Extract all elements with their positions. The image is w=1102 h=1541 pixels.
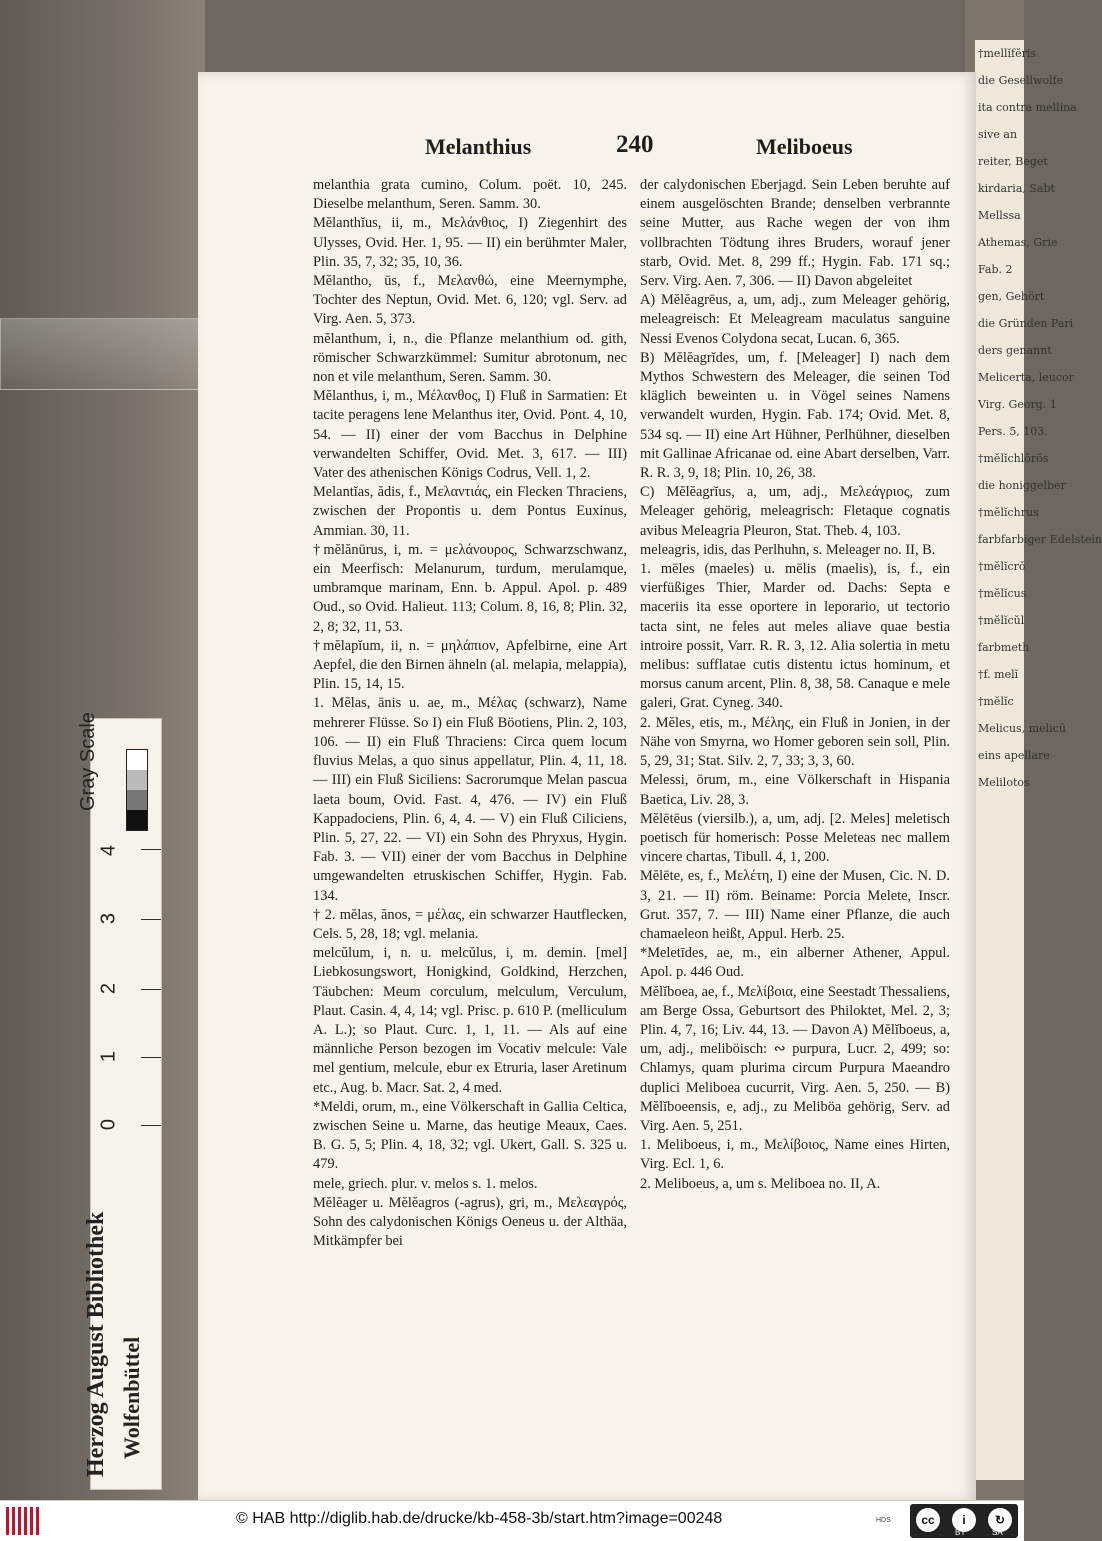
dictionary-entry: melcŭlum, i, n. u. melcŭlus, i, m. demin. [mel] Liebkosungswort, Honigkind, Goldkind, Herzchen, Täubchen: Meum corculum, melculum, Verculum, Plaut. Casin. 4, 4, 14; vgl. Prisc. p. 610 P. (melliculum A. L.); so Plaut. Curc. 1, 1, 11. — Als auf eine männliche Person bezogen im Vocativ melcule: Vale mel gentium, melcule, ebur ex Etruria, laser Aretinum etc., Aug. b. Macr. Sat. 2, 4 med. xyxy=(313,945,627,1096)
header-right-word: Meliboeus xyxy=(756,134,853,159)
ruler-number: 2 xyxy=(97,982,120,995)
dictionary-entry: Mĕlanthus, i, m., Μέλανθος, I) Fluß in Sarmatien: Et tacite peragens lene Melanthus iter, Ovid. Pont. 4, 10, 54. — II) einer der vom Bacchus in Delphine verwandelten Schiffer, Ovid. Met. 3, 617. — III) Vater des athenischen Königs Codrus, Vell. 1, 2. xyxy=(313,388,627,482)
dictionary-entry: 2. Meliboeus, a, um s. Meliboea no. II, A. xyxy=(640,1175,881,1192)
dictionary-entry: Mĕlĕager u. Mĕlĕagros (-agrus), gri, m., Μελεαγρός, Sohn des calydonischen Königs Oeneus u. der Althäa, Mitkämpfer bei xyxy=(313,1194,627,1250)
neighbor-fragment: Athemas, Grie xyxy=(978,236,1058,249)
gray-scale-label: Gray Scale xyxy=(77,712,99,811)
ruler-number: 1 xyxy=(97,1050,120,1063)
attribution-icon: i xyxy=(952,1508,976,1532)
dictionary-entry: Mĕlētēus (viersilb.), a, um, adj. [2. Meles] meletisch poetisch für homerisch: Posse Meleteas nec mallem vincere chartas, Tibull. 4, 1, 200. xyxy=(640,810,950,866)
neighbor-fragment: reiter, Beget xyxy=(978,155,1048,168)
footer-copyright-link[interactable]: © HAB http://diglib.hab.de/drucke/kb-458-3b/start.htm?image=00248 xyxy=(236,1510,723,1527)
institution-name: Herzog August Bibliothek xyxy=(83,1211,109,1477)
dictionary-entry: *Meldi, orum, m., eine Völkerschaft in Gallia Celtica, zwischen Seine u. Marne, das heutige Meaux, Caes. B. G. 5, 5; Plin. 4, 18, 32; vgl. Ukert, Gall. S. 325 u. 479. xyxy=(313,1098,627,1173)
neighbor-fragment: †mĕlĭc xyxy=(978,695,1014,708)
ruler-number: 0 xyxy=(97,1118,120,1131)
left-column xyxy=(313,176,627,1251)
header-left-word: Melanthius xyxy=(425,134,532,159)
dictionary-entry: melanthia grata cumino, Colum. poët. 10, 245. Dieselbe melanthum, Seren. Samm. 30. xyxy=(313,177,627,213)
dictionary-page xyxy=(198,72,976,1502)
dictionary-entry: Mĕlanthĭus, ii, m., Μελάνθιος, I) Ziegenhirt des Ulysses, Ovid. Her. 1, 95. — II) ein berühmter Maler, Plin. 35, 7, 32; 35, 10, 36. xyxy=(313,215,627,270)
dictionary-entry: 1. Mĕlas, ānis u. ae, m., Μέλας (schwarz), Name mehrerer Flüsse. So I) ein Fluß Böotiens, Plin. 2, 103, 106. — II) ein Fluß Thraciens: Circa quem locum fluvius Melas, a quo sinus appellatur, Plin. 4, 11, 18. — III) ein Fluß Siciliens: Sacrorumque Melan pascua laeta boum, Ovid. Fast. 4, 476. — IV) ein Fluß Kappadociens, Plin. 6, 4, 4. — V) ein Fluß Ciliciens, Plin. 5, 27, 22. — VI) ein Sohn des Phryxus, Hygin. Fab. 3. — VII) einer der vom Bacchus in Delphine umgewandelten etruskischen Schiffer, Hygin. Fab. 134. xyxy=(313,695,627,904)
cc-sa-label: SA xyxy=(992,1528,1003,1537)
neighbor-fragment: Mellssa xyxy=(978,209,1021,222)
page-number: 240 xyxy=(616,131,654,158)
neighbor-fragment: †mĕlĭchrus xyxy=(978,506,1039,519)
share-alike-icon: ↻ xyxy=(988,1508,1012,1532)
neighbor-fragment: †mĕlĭcŭl xyxy=(978,614,1025,627)
neighbor-fragment: †f. melĭ xyxy=(978,668,1019,681)
neighbor-fragment: eins apellare xyxy=(978,749,1050,762)
right-column xyxy=(640,176,950,1194)
ruler-number: 4 xyxy=(97,844,120,857)
dictionary-entry: A) Mĕlĕagrēus, a, um, adj., zum Meleager gehörig, meleagreisch: Et Meleagream maculatus sanguine Nessi Evenos Colydona secat, Lucan. 6, 365. xyxy=(640,292,950,347)
dictionary-entry: mĕlanthum, i, n., die Pflanze melanthium od. gith, römischer Schwarzkümmel: Sumitur abrotonum, nec non et vile melanthum, Seren. Samm. 30. xyxy=(313,330,627,386)
dictionary-entry: B) Mĕlĕagrĭdes, um, f. [Meleager] I) nach dem Mythos Schwestern des Meleager, die seinen Tod kläglich beweinten u. in Vögel seines Namens verwandelt wurden, Hygin. Fab. 174; Ovid. Met. 8, 534 sq. — II) eine Art Hühner, Perlhühner, dieselben mit Gallinae Africanae od. eine Abart derselben, Varr. R. R. 3, 9, 18; Plin. 10, 26, 38. xyxy=(640,349,950,482)
ruler-tick xyxy=(141,849,161,850)
gray-scale-ruler xyxy=(77,712,162,1490)
cc-by-label: BY xyxy=(955,1528,966,1537)
page-header xyxy=(198,131,976,174)
neighbor-fragment: die Gesellwolfe xyxy=(978,74,1064,87)
dictionary-entry: Mĕlantho, ūs, f., Μελανθώ, eine Meernymphe, Tochter des Neptun, Ovid. Met. 6, 120; vgl. Serv. ad Virg. Aen. 5, 373. xyxy=(313,273,627,328)
ruler-tick xyxy=(141,919,161,920)
dictionary-entry: *Meletīdes, ae, m., ein alberner Athener, Appul. Apol. p. 446 Oud. xyxy=(640,945,950,981)
neighbor-fragment: sive an xyxy=(978,128,1018,141)
cc-icon: cc xyxy=(916,1508,940,1532)
dictionary-entry: 1. mēles (maeles) u. mēlis (maelis), is, f., ein vierfüßiges Thier, Marder od. Dachs: Septa e maceriis ita esse oportere in leporario, ut tectorio tacta sint, ne feles aut meles aliave quae bestia introire possit, Varr. R. R. 3, 12. Alia solertia in metu melibus: sufflatae cutis distentu ictus hominum, et morsus canum arcent, Plin. 8, 38, 58. Canaque e mele galeri, Grat. Cyneg. 340. xyxy=(640,561,950,712)
neighbor-fragment: kirdaria, Sabt xyxy=(978,182,1055,195)
neighbor-fragment: †mĕlĭcrŏ xyxy=(978,560,1026,573)
neighbor-fragment: †mellĭfĕris xyxy=(978,47,1036,60)
neighbor-fragment: Virg. Georg. 1 xyxy=(978,398,1057,411)
ruler-number: 3 xyxy=(97,912,120,925)
dictionary-entry: † 2. mĕlas, ănos, = μέλας, ein schwarzer Hautflecken, Cels. 5, 28, 18; vgl. melania. xyxy=(313,906,627,942)
dictionary-entry: der calydonischen Eberjagd. Sein Leben beruhte auf einem ausgelöschten Brande; denselben verbrannte seine Mutter, aus Rache wegen der von ihm vollbrachten Tödtung ihres Bruders, worauf jener starb, Ovid. Met. 8, 299 ff.; Hygin. Fab. 171 sq.; Serv. Virg. Aen. 7, 306. — II) Davon abgeleitet xyxy=(640,177,950,290)
neighbor-fragment: Melilotos xyxy=(978,776,1030,789)
neighbor-fragment: die honiggelber xyxy=(978,479,1066,492)
neighbor-fragment: farbmeth xyxy=(978,641,1030,654)
footer-bar xyxy=(0,1500,1024,1541)
neighbor-page xyxy=(975,40,1102,1480)
dictionary-entry: 2. Mĕles, etis, m., Μέλης, ein Fluß in Jonien, in der Nähe von Smyrna, wo Homer geboren sein soll, Plin. 5, 29, 31; Stat. Silv. 2, 7, 33; 3, 3, 60. xyxy=(640,714,950,770)
neighbor-fragment: †mĕlĭchlōrŏs xyxy=(978,452,1049,465)
neighbor-fragment: gen, Gehört xyxy=(978,290,1045,303)
ruler-tick xyxy=(141,1125,161,1126)
dictionary-entry: Mĕlĭboea, ae, f., Μελίβοια, eine Seestadt Thessaliens, am Berge Ossa, Geburtsort des Philoktet, Mel. 2, 3; Plin. 4, 7, 16; Liv. 44, 13. — Davon A) Mĕlĭboeus, a, um, adj., meliböisch: ∾ purpura, Lucr. 2, 499; so: Chlamys, quam plurima circum Purpura Maeandro duplici Meliboea cucurrit, Virg. Aen. 5, 250. — B) Mĕlĭboeensis, e, adj., zu Meliböa gehörig, Serv. ad Virg. Aen. 5, 251. xyxy=(640,983,950,1134)
neighbor-fragment: Melicus, melicū xyxy=(978,722,1066,735)
dictionary-entry: †mĕlapĭum, ii, n. = μηλάπιον, Apfelbirne, eine Art Aepfel, die den Birnen ähneln (al. melapia, melappia), Plin. 15, 14, 15. xyxy=(313,637,627,693)
dictionary-entry: C) Mĕlĕagrĭus, a, um, adj., Μελεάγριος, zum Meleager gehörig, meleagrisch: Fletaque cognatis avibus Meleagria Pleuron, Stat. Theb. 4, 103. xyxy=(640,484,950,539)
ruler-tick xyxy=(141,1057,161,1058)
neighbor-fragment: Fab. 2 xyxy=(978,263,1013,276)
neighbor-fragment: Melicerta, leucor xyxy=(978,371,1074,384)
neighbor-fragment: die Gründen Pari xyxy=(978,317,1074,330)
footer-small-mark: HDS xyxy=(876,1517,891,1524)
dictionary-entry: 1. Meliboeus, i, m., Μελίβοιος, Name eines Hirten, Virg. Ecl. 1, 6. xyxy=(640,1137,950,1173)
cc-license-badge[interactable] xyxy=(910,1504,1018,1538)
dictionary-entry: Mĕlēte, es, f., Μελέτη, I) eine der Musen, Cic. N. D. 3, 21. — II) röm. Beiname: Porcia Melete, Inscr. Grut. 357, 7. — III) Name einer Pflanze, die auch chamaeleon heißt, Appul. Herb. 25. xyxy=(640,868,950,942)
neighbor-fragment: ders genannt xyxy=(978,344,1052,357)
dictionary-entry: †mĕlănūrus, i, m. = μελάνουρος, Schwarzschwanz, ein Meerfisch: Melanurum, turdum, merulamque, umbramque marinam, Enn. b. Appul. Apol. p. 489 Oud., so Ovid. Halieut. 113; Colum. 8, 16, 8; Plin. 32, 2, 8; 32, 11, 53. xyxy=(313,541,627,635)
neighbor-fragment: ita contra mellina xyxy=(978,101,1077,114)
dictionary-entry: mele, griech. plur. v. melos s. 1. melos. xyxy=(313,1175,538,1192)
dictionary-entry: meleagris, idis, das Perlhuhn, s. Meleager no. II, B. xyxy=(640,541,936,558)
gray-scale-swatch xyxy=(126,749,148,831)
dictionary-entry: Melessi, ōrum, m., eine Völkerschaft in Hispania Baetica, Liv. 28, 3. xyxy=(640,772,950,808)
hab-logo-icon xyxy=(6,1507,42,1535)
ruler-tick xyxy=(141,989,161,990)
neighbor-fragment: †mĕlĭcus xyxy=(978,587,1027,600)
neighbor-fragment: farbfarbiger Edelstein xyxy=(978,533,1102,546)
dictionary-entry: Melantĭas, ădis, f., Μελαντιάς, ein Flecken Thraciens, zwischen der Propontis u. dem Pontus Euxinus, Ammian. 30, 11. xyxy=(313,484,627,539)
neighbor-fragment: Pers. 5, 103. xyxy=(978,425,1048,438)
institution-city: Wolfenbüttel xyxy=(119,1336,144,1459)
